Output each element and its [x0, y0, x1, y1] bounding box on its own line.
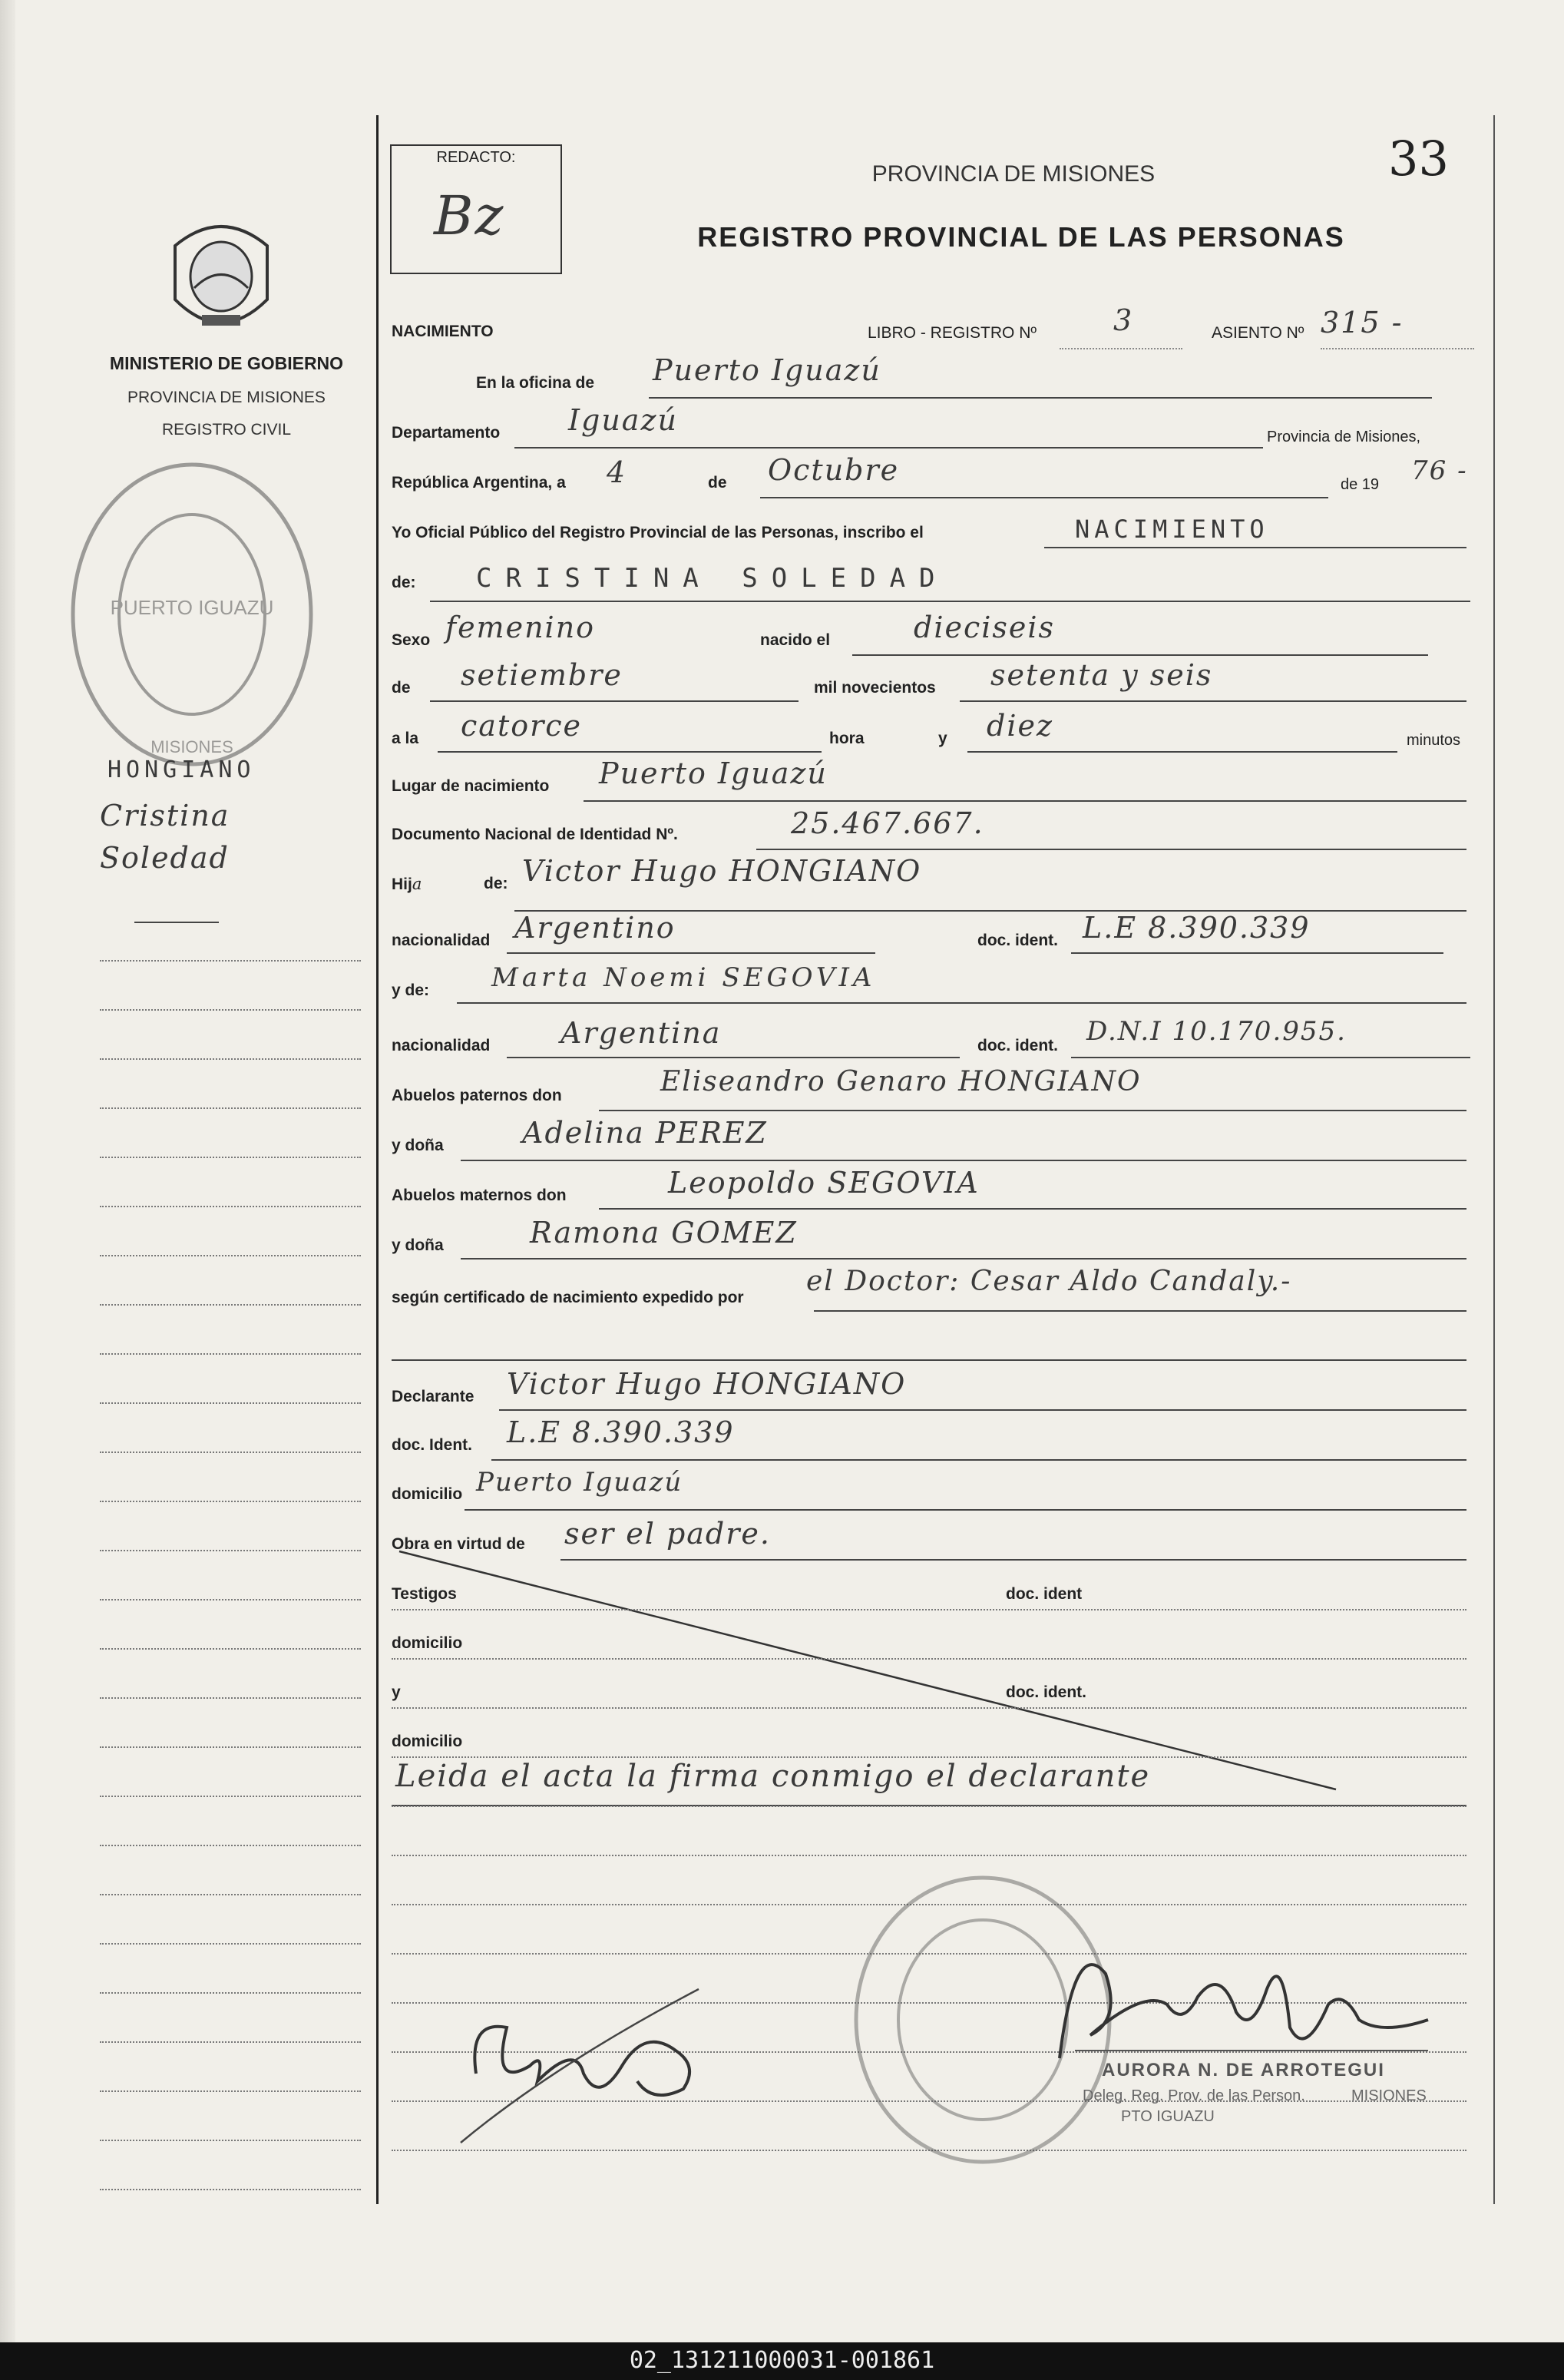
year-value: 76 -	[1411, 455, 1468, 486]
domicilio2-label: domicilio	[392, 1634, 463, 1652]
oficina-value: Puerto Iguazú	[653, 353, 881, 387]
birth-month-value: setiembre	[461, 658, 623, 692]
de-name-label: de:	[392, 574, 416, 591]
republica-label: República Argentina, a	[392, 474, 566, 492]
de-label: de	[708, 474, 727, 492]
day-value: 4	[607, 455, 627, 489]
province-label: PROVINCIA DE MISIONES	[127, 389, 326, 406]
hija-prefix: Hij	[392, 876, 412, 893]
abuelos-m-label: Abuelos maternos don	[392, 1187, 567, 1204]
father-value: Victor Hugo HONGIANO	[522, 854, 922, 888]
testigos-label: Testigos	[392, 1585, 457, 1603]
closing-value: Leida el acta la firma conmigo el declarante	[395, 1759, 1151, 1794]
margin-second-name: Soledad	[100, 841, 230, 875]
form-ruled-line	[392, 1806, 1466, 1807]
seal-center-text: PUERTO IGUAZU	[110, 596, 274, 619]
month-value: Octubre	[768, 453, 900, 487]
domicilio-label: domicilio	[392, 1485, 463, 1503]
declarante-value: Victor Hugo HONGIANO	[507, 1367, 907, 1401]
declarante-label: Declarante	[392, 1388, 474, 1405]
header-province: PROVINCIA DE MISIONES	[871, 161, 1156, 187]
ministry-label: MINISTERIO DE GOBIERNO	[109, 353, 344, 373]
dona2-value: Ramona GOMEZ	[530, 1216, 798, 1250]
departamento-value: Iguazú	[568, 403, 678, 437]
doc2-label: doc. ident.	[977, 1037, 1058, 1054]
asiento-value: 315 -	[1321, 306, 1404, 339]
mother-value: Marta Noemi SEGOVIA	[491, 962, 876, 993]
birth-year-value: setenta y seis	[990, 658, 1213, 692]
certificado-value: el Doctor: Cesar Aldo Candaly.-	[806, 1266, 1292, 1297]
doc-ident-value: L.E 8.390.339	[507, 1415, 735, 1449]
doc1-value: L.E 8.390.339	[1083, 911, 1311, 945]
dni-label: Documento Nacional de Identidad Nº.	[392, 826, 678, 843]
y2-label: y	[392, 1683, 401, 1701]
seal-bottom-text: MISIONES	[150, 737, 233, 756]
asiento-label: ASIENTO Nº	[1212, 324, 1304, 342]
nacido-label: nacido el	[760, 631, 831, 649]
form-ruled-line	[392, 1658, 1466, 1660]
margin-first-name: Cristina	[100, 799, 230, 833]
declarant-signature	[445, 1974, 722, 2150]
mil-label: mil novecientos	[814, 679, 936, 697]
nac2-label: nacionalidad	[392, 1037, 491, 1054]
official-name: AURORA N. DE ARROTEGUI	[1102, 2060, 1385, 2080]
year-prefix: de 19	[1341, 476, 1380, 493]
y-label: y	[938, 730, 947, 747]
de2-label: de	[392, 679, 411, 697]
minutos-value: diez	[987, 709, 1053, 743]
domicilio-value: Puerto Iguazú	[476, 1467, 683, 1498]
margin-surname: HONGIANO	[107, 756, 256, 783]
provincia-suffix: Provincia de Misiones,	[1267, 429, 1421, 445]
abuelos-p-label: Abuelos paternos don	[392, 1087, 562, 1104]
page-number: 33	[1388, 131, 1449, 187]
yde-label: y de:	[392, 981, 430, 999]
oficina-label: En la oficina de	[476, 374, 595, 392]
form-ruled-line	[392, 1707, 1466, 1709]
certificado-label: según certificado de nacimiento expedido por	[392, 1289, 744, 1306]
header-title: REGISTRO PROVINCIAL DE LAS PERSONAS	[697, 221, 1345, 253]
official-title: Deleg. Reg. Prov. de las Person.	[1083, 2087, 1305, 2104]
oficial-text: Yo Oficial Público del Registro Provincial de las Personas, inscribo el	[392, 524, 924, 541]
official-province: MISIONES	[1351, 2087, 1427, 2104]
sexo-value: femenino	[445, 611, 596, 644]
footer-image-id: 02_131211000031-001861	[629, 2347, 935, 2374]
departamento-label: Departamento	[392, 424, 501, 442]
doc-ident-label: doc. Ident.	[392, 1436, 472, 1454]
sexo-label: Sexo	[392, 631, 431, 649]
nac1-value: Argentino	[514, 911, 676, 945]
minutos-label: minutos	[1407, 732, 1461, 749]
doc-ident2-label: doc. ident	[1006, 1585, 1083, 1603]
hija-de-label: de:	[484, 875, 508, 892]
dona1-value: Adelina PEREZ	[522, 1116, 768, 1150]
redacto-label: REDACTO:	[436, 149, 516, 166]
dona1-label: y doña	[392, 1137, 444, 1154]
doc-ident3-label: doc. ident.	[1006, 1683, 1086, 1701]
ala-label: a la	[392, 730, 419, 747]
abuelos-p-value: Eliseandro Genaro HONGIANO	[660, 1066, 1142, 1097]
name-value: CRISTINA SOLEDAD	[476, 563, 949, 594]
lugar-value: Puerto Iguazú	[599, 756, 828, 790]
form-ruled-line	[392, 1756, 1466, 1758]
nacido-value: dieciseis	[914, 611, 1056, 644]
dni-value: 25.467.667.	[791, 806, 984, 840]
redacto-mark: Bz	[434, 184, 505, 247]
doc1-label: doc. ident.	[977, 932, 1058, 949]
obra-label: Obra en virtud de	[392, 1535, 525, 1553]
obra-value: ser el padre.	[564, 1517, 771, 1551]
nac2-value: Argentina	[560, 1016, 722, 1050]
act-value: NACIMIENTO	[1075, 515, 1269, 544]
nac1-label: nacionalidad	[392, 932, 491, 949]
hora-label: hora	[829, 730, 865, 747]
nacimiento-label: NACIMIENTO	[392, 323, 494, 340]
dona2-label: y doña	[392, 1236, 444, 1254]
form-ruled-line	[392, 1855, 1466, 1856]
lugar-label: Lugar de nacimiento	[392, 777, 550, 795]
form-ruled-line	[392, 1609, 1466, 1610]
hija-suffix: a	[412, 875, 422, 893]
libro-label: LIBRO - REGISTRO Nº	[868, 324, 1037, 342]
abuelos-m-value: Leopoldo SEGOVIA	[668, 1166, 980, 1200]
libro-value: 3	[1113, 303, 1134, 337]
registry-label: REGISTRO CIVIL	[161, 421, 292, 439]
domicilio3-label: domicilio	[392, 1733, 463, 1750]
official-place: PTO IGUAZU	[1121, 2108, 1215, 2125]
hora-value: catorce	[461, 709, 583, 743]
doc2-value: D.N.I 10.170.955.	[1086, 1016, 1347, 1047]
